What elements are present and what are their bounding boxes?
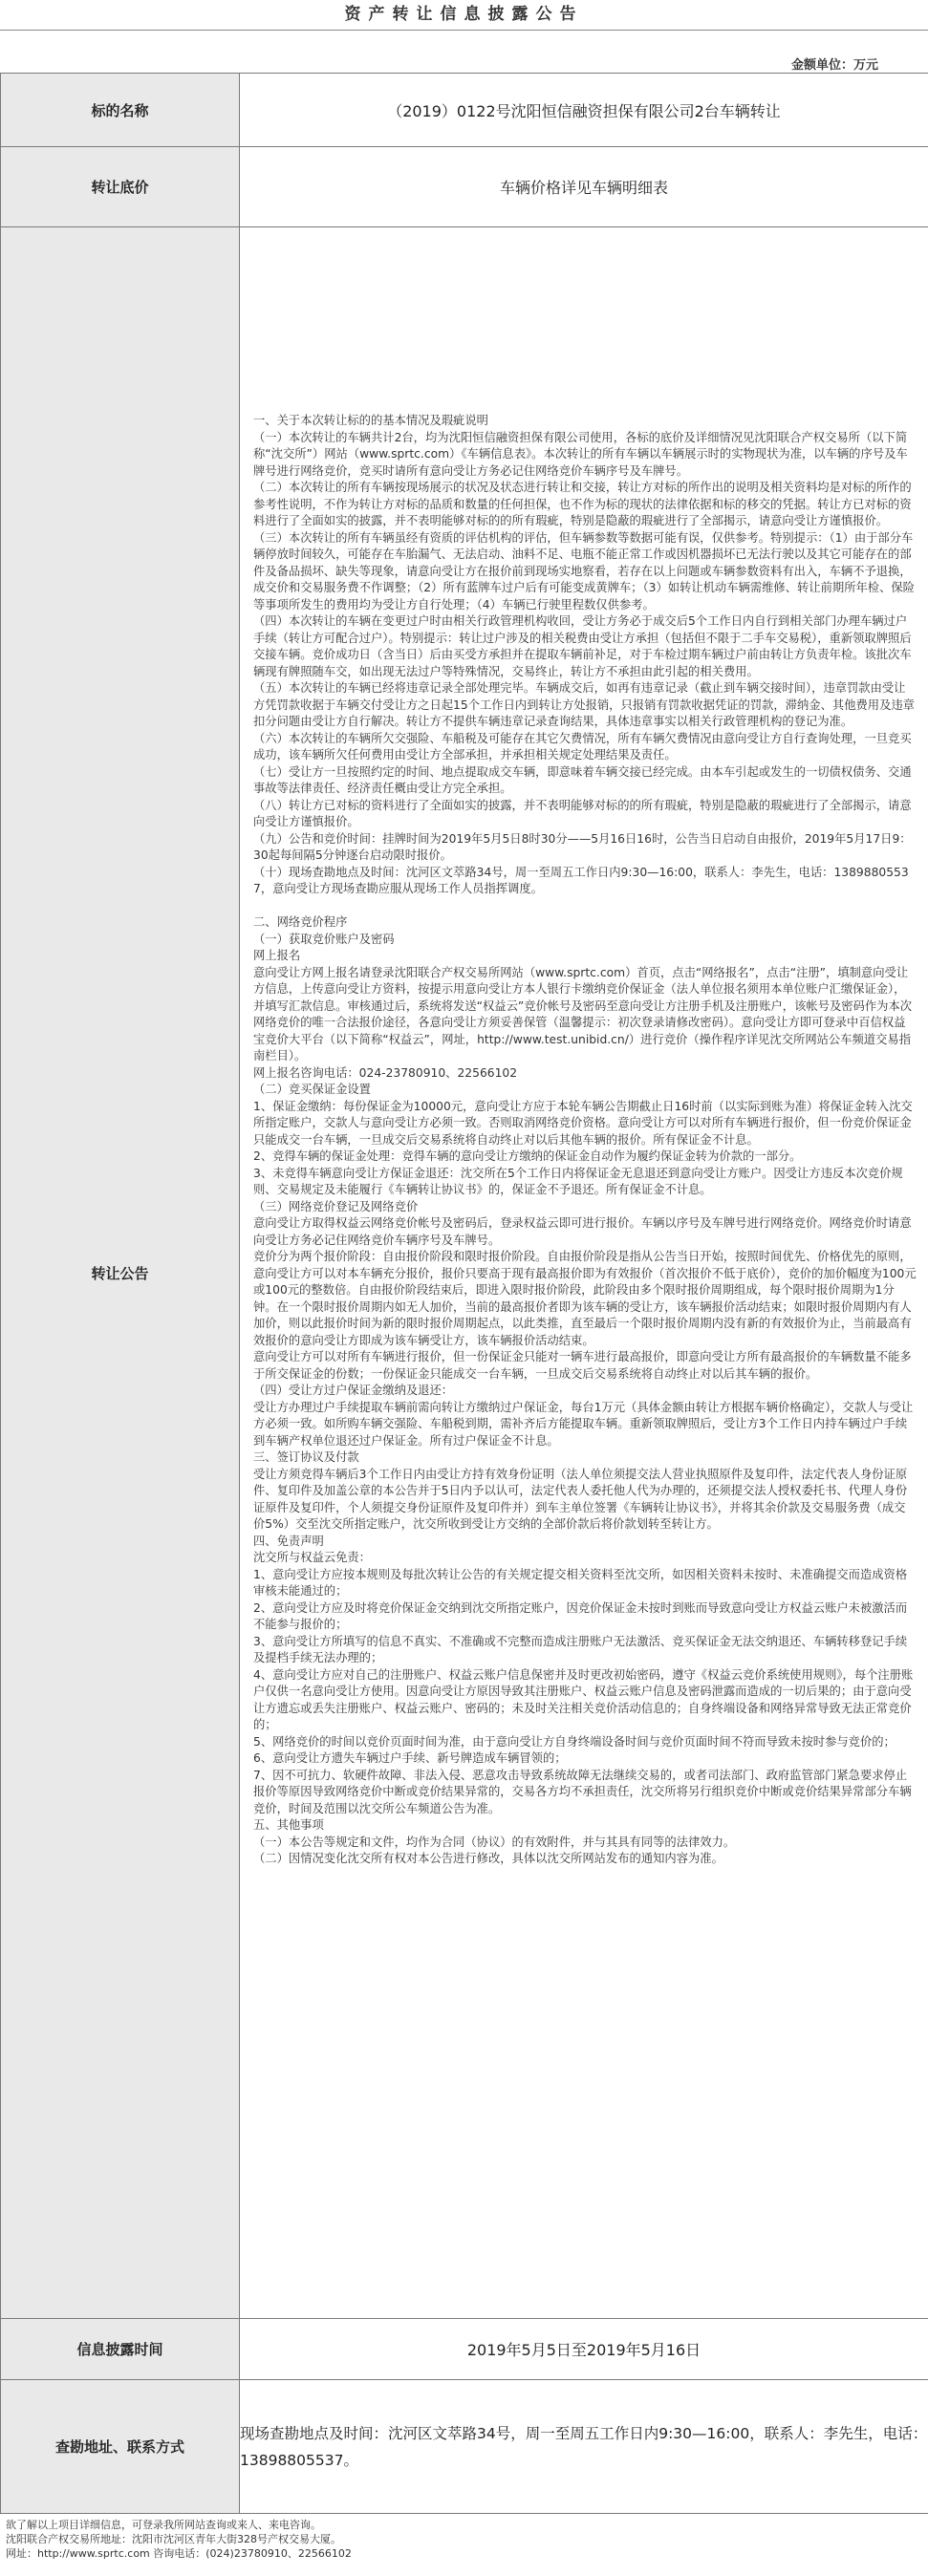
notice-body bbox=[240, 403, 928, 1878]
notice-paragraph: （三）网络竞价登记及网络竞价 bbox=[253, 1199, 419, 1213]
price-value: 车辆价格详见车辆明细表 bbox=[240, 147, 928, 227]
notice-paragraph: 1、意向受让方应按本规则及每批次转让公告的有关规定提交相关资料至沈交所，如因相关资料未按时、未准确提交而造成资格审核未能通过的； bbox=[253, 1567, 908, 1598]
notice-paragraph: 3、未竞得车辆意向受让方保证金退还：沈交所在5个工作日内将保证金无息退还到意向受让方账户。因受让方违反本次竞价规则、交易规定及未能履行《车辆转让协议书》的，保证金不予退还。所有保证金不计息。 bbox=[253, 1166, 903, 1196]
notice-paragraph: 四、免责声明 bbox=[253, 1534, 324, 1548]
subject-value: （2019）0122号沈阳恒信融资担保有限公司2台车辆转让 bbox=[240, 74, 928, 147]
notice-cell bbox=[240, 227, 928, 2319]
notice-paragraph: （二）竞买保证金设置 bbox=[253, 1083, 371, 1096]
notice-label: 转让公告 bbox=[1, 227, 240, 2319]
notice-paragraph: 网上报名咨询电话：024-23780910、22566102 bbox=[253, 1065, 518, 1080]
notice-paragraph: 沈交所与权益云免责： bbox=[253, 1551, 371, 1564]
period-label: 信息披露时间 bbox=[1, 2319, 240, 2380]
notice-paragraph: 6、意向受让方遗失车辆过户手续、新号牌造成车辆冒领的； bbox=[253, 1751, 567, 1765]
table-row bbox=[1, 227, 928, 2319]
notice-top-space bbox=[240, 227, 928, 403]
notice-paragraph: （五）本次转让的车辆已经将违章记录全部处理完毕。车辆成交后，如再有违章记录（截止到车辆交接时间），违章罚款由受让方凭罚款收据于车辆交付受让方之日起15个工作日内到转让方处报销，只报销有罚款收据凭证的罚款，滞纳金、其他费用及违章扣分问题由受让方自行解决。转让方不提供车辆违章记录查询结果，具体违章事实以相关行政管理机构的登记为准。 bbox=[253, 681, 915, 728]
page-title: 资产转让信息披露公告 bbox=[344, 5, 584, 24]
title-divider bbox=[0, 30, 928, 31]
notice-paragraph: （七）受让方一旦按照约定的时间、地点提取成交车辆，即意味着车辆交接已经完成。由本车引起或发生的一切债权债务、交通事故等法律责任、经济责任概由受让方完全承担。 bbox=[253, 764, 912, 795]
notice-paragraph: （二）因情况变化沈交所有权对本公告进行修改，具体以沈交所网站发布的通知内容为准。 bbox=[253, 1852, 723, 1865]
notice-paragraph: （八）转让方已对标的资料进行了全面如实的披露，并不表明能够对标的的所有瑕疵，特别是隐蔽的瑕疵进行了全部揭示，请意向受让方谨慎报价。 bbox=[253, 798, 912, 828]
notice-paragraph: （一）获取竞价账户及密码 bbox=[253, 932, 395, 946]
notice-paragraph: （二）本次转让的所有车辆按现场展示的状况及状态进行转让和交接，转让方对标的所作出的说明及相关资料均是对标的所作的参考性说明，不作为转让方对标的品质和数量的任何担保，也不作为标的现状的法律依据和标的移交的凭据。转让方已对标的资料进行了全面如实的披露，并不表明能够对标的的所有瑕疵，特别是隐蔽的瑕疵进行了全部揭示，请意向受让方谨慎报价。 bbox=[253, 481, 912, 527]
subject-label: 标的名称 bbox=[1, 74, 240, 147]
notice-paragraph: 1、保证金缴纳：每份保证金为10000元，意向受让方应于本轮车辆公告期截止日16时前（以实际到账为准）将保证金转入沈交所指定账户，交款人与意向受让方必须一致。否则取消网络竞价资格。意向受让方可以对所有车辆进行报价，但一份竞价保证金只能成交一台车辆，一旦成交后交易系统将自动终止对以后其他车辆的报价。所有保证金不计息。 bbox=[253, 1099, 913, 1147]
notice-paragraph: 意向受让方可以对所有车辆进行报价，但一份保证金只能对一辆车进行最高报价，即意向受让方所有最高报价的车辆数量不能多于所交保证金的份数；一份保证金只能成交一台车辆，一旦成交后交易系统将自动终止对以后其车辆的报价。 bbox=[253, 1350, 912, 1381]
notice-paragraph: （十）现场查勘地点及时间：沈河区文萃路34号，周一至周五工作日内9:30—16:00，联系人：李先生，电话：13898805537，意向受让方现场查勘应服从现场工作人员指挥调度。 bbox=[253, 865, 909, 895]
notice-paragraph: 意向受让方网上报名请登录沈阳联合产权交易所网站（www.sprtc.com）首页，点击“网络报名”，点击“注册”，填制意向受让方信息，上传意向受让方资料，按提示用意向受让方本人银行卡缴纳竞价保证金（法人单位报名须用本单位账户汇缴保证金），并填写汇款信息。审核通过后，系统将发送“权益云”竞价帐号及密码至意向受让方注册手机及注册账户，该帐号及密码作为本次网络竞价的唯一合法报价途径，各意向受让方须妥善保管（温馨提示：初次登录请修改密码）。意向受让方即可登录中百信权益宝竞价大平台（以下简称“权益云”，网址，http://www.test.unibid.cn/）进行竞价（操作程序详见沈交所网站公车频道交易指南栏目）。 bbox=[253, 965, 913, 1063]
notice-paragraph: （一）本次转让的车辆共计2台，均为沈阳恒信融资担保有限公司使用，各标的底价及详细情况见沈阳联合产权交易所（以下简称“沈交所”）网站（www.sprtc.com）《车辆信息表》。本次转让的所有车辆以车辆展示时的实物现状为准，以车辆的序号及车牌号进行网络竞价，竞买时请所有意向受让方务必记住网络竞价车辆序号及车牌号。 bbox=[253, 430, 908, 478]
footer-website-phone: 网址：http://www.sprtc.com 咨询电话：(024)23780910、22566102 bbox=[6, 2547, 352, 2560]
notice-paragraph: 5、网络竞价的时间以竞价页面时间为准，由于意向受让方自身终端设备时间与竞价页面时间不符而导致未按时参与竞价的； bbox=[253, 1734, 896, 1749]
notice-paragraph: 7、因不可抗力、软硬件故障、非法入侵、恶意攻击导致系统故障无法继续交易的，或者司法部门、政府监管部门紧急要求停止报价等原因导致网络竞价中断或竞价结果异常的，交易各方均不承担责任，沈交所将另行组织竞价中断或竞价结果异常部分车辆竞价，时间及范围以沈交所公车频道公告为准。 bbox=[253, 1768, 912, 1815]
notice-paragraph: （九）公告和竞价时间：挂牌时间为2019年5月5日8时30分——5月16日16时，公告当日启动自由报价，2019年5月17日9：30起每间隔5分钟逐台启动限时报价。 bbox=[253, 831, 912, 862]
notice-paragraph: 4、意向受让方应对自己的注册账户、权益云账户信息保密并及时更改初始密码，遵守《权益云竞价系统使用规则》，每个注册账户仅供一名意向受让方使用。因意向受让方原因导致其注册账户、权益云账户信息及密码泄露而造成的一切后果的；由于意向受让方遗忘或丢失注册账户、权益云账户、密码的；未及时关注相关竞价活动信息的；自身终端设备和网络异常导致无法正常竞价的； bbox=[253, 1667, 914, 1731]
table-row bbox=[1, 2319, 928, 2380]
amount-unit: 金额单位：万元 bbox=[790, 58, 878, 73]
notice-paragraph bbox=[253, 898, 917, 915]
contact-value: 现场查勘地点及时间：沈河区文萃路34号，周一至周五工作日内9:30—16:00，联系人：李先生，电话：13898805537。 bbox=[240, 2380, 928, 2514]
notice-paragraph: 意向受让方取得权益云网络竞价帐号及密码后，登录权益云即可进行报价。车辆以序号及车牌号进行网络竞价。网络竞价时请意向受让方务必记住网络竞价车辆序号及车牌号。 bbox=[253, 1216, 912, 1247]
period-value: 2019年5月5日至2019年5月16日 bbox=[240, 2319, 928, 2380]
notice-paragraph: 2、竞得车辆的保证金处理：竞得车辆的意向受让方缴纳的保证金自动作为履约保证金转为价款的一部分。 bbox=[253, 1149, 802, 1163]
price-label: 转让底价 bbox=[1, 147, 240, 227]
disclosure-table bbox=[0, 73, 928, 2514]
notice-paragraph: （一）本公告等规定和文件，均作为合同（协议）的有效附件，并与其具有同等的法律效力。 bbox=[253, 1835, 736, 1849]
contact-label: 查勘地址、联系方式 bbox=[1, 2380, 240, 2514]
notice-paragraph: 竞价分为两个报价阶段：自由报价阶段和限时报价阶段。自由报价阶段是指从公告当日开始，按照时间优先、价格优先的原则，意向受让方可以对本车辆充分报价，报价只要高于现有最高报价即为有效报价（首次报价不低于底价），竞价的加价幅度为100元或100元的整数倍。自由报价阶段结束后，即进入限时报价阶段，此阶段由多个限时报价周期组成，每个限时报价周期为1分钟。在一个限时报价周期内如无人加价，当前的最高报价者即为该车辆的受让方，该车辆报价活动结束；如限时报价周期内有人加价，则以此报价时间为新的限时报价周期起点，以此类推，直至最后一个限时报价周期内没有新的有效报价为止，当前最高有效报价的意向受让方即成为该车辆受让方，该车辆报价活动结束。 bbox=[253, 1250, 917, 1347]
notice-paragraph: 五、其他事项 bbox=[253, 1818, 324, 1832]
notice-paragraph: （三）本次转让的所有车辆虽经有资质的评估机构的评估，但车辆参数等数据可能有误，仅供参考。特别提示：（1）由于部分车辆停放时间较久，可能存在车胎漏气、无法启动、油料不足、电瓶不能正常工作或因机器损坏已无法行驶以及其它可能存在的部件及备品损坏、缺失等现象，请意向受让方在报价前到现场实地察看，若存在以上问题或车辆参数资料有出入，车辆不予退换，成交价和交易服务费不作调整；（2）所有蓝牌车过户后有可能变成黄牌车；（3）如转让机动车辆需维修、转让前期所年检、保险等事项所发生的费用均为受让方自行处理；（4）车辆已行驶里程数仅供参考。 bbox=[253, 530, 915, 612]
notice-paragraph: 网上报名 bbox=[253, 949, 301, 962]
footer-address: 沈阳联合产权交易所地址：沈阳市沈河区青年大街328号产权交易大厦。 bbox=[6, 2533, 341, 2545]
table-row bbox=[1, 147, 928, 227]
notice-paragraph: （四）受让方过户保证金缴纳及退还： bbox=[253, 1384, 454, 1397]
notice-paragraph: （六）本次转让的车辆所欠交强险、车船税及可能存在其它欠费情况，所有车辆欠费情况由意向受让方自行查询处理，一旦竞买成功，该车辆所欠任何费用由受让方全部承担，并承担相关规定处理结果及责任。 bbox=[253, 731, 912, 762]
notice-paragraph: 一、关于本次转让标的的基本情况及瑕疵说明 bbox=[253, 414, 488, 427]
table-row bbox=[1, 2380, 928, 2514]
table-row bbox=[1, 74, 928, 147]
notice-paragraph: 三、签订协议及付款 bbox=[253, 1450, 359, 1464]
notice-paragraph: 受让方须竞得车辆后3个工作日内由受让方持有效身份证明（法人单位须提交法人营业执照原件及复印件，法定代表人身份证原件、复印件及加盖公章的本公告并于5日内予以认可，法定代表人委托他人代为办理的，还须提交法人授权委托书、代理人身份证原件及复印件，个人须提交身份证原件及复印件并）到车主单位签署《车辆转让协议书》，并将其余价款及交易服务费（成交价5%）交至沈交所指定账户，沈交所收到受让方交纳的全部价款后将价款划转至转让方。 bbox=[253, 1467, 908, 1531]
notice-paragraph: 二、网络竞价程序 bbox=[253, 915, 348, 929]
notice-paragraph: 受让方办理过户手续提取车辆前需向转让方缴纳过户保证金，每台1万元（具体金额由转让方根据车辆价格确定），交款人与受让方必须一致。如所购车辆交强险、车船税到期，需补齐后方能提取车辆。重新领取牌照后，受让方3个工作日内持车辆过户手续到车辆产权单位退还过户保证金。所有过户保证金不计息。 bbox=[253, 1400, 914, 1448]
footer-note: 欲了解以上项目详细信息，可登录我所网站查询或来人、来电咨询。 bbox=[6, 2519, 321, 2531]
notice-paragraph: （四）本次转让的车辆在变更过户时由相关行政管理机构收回，受让方务必于成交后5个工作日内自行到相关部门办理车辆过户手续（转让方可配合过户）。特别提示：转让过户涉及的相关税费由受让方承担（包括但不限于二手车交易税），重新领取牌照后交接车辆。竞价成功日（含当日）后由买受方承担并在提取车辆前补足，对于车检过期车辆过户前由转让方负责年检。该批次车辆现有牌照随车交，如出现无法过户等特殊情况，交易终止，转让方不承担由此引起的相关费用。 bbox=[253, 614, 912, 678]
notice-paragraph: 2、意向受让方应及时将竞价保证金交纳到沈交所指定账户，因竞价保证金未按时到账而导致意向受让方权益云账户未被激活而不能参与报价的； bbox=[253, 1600, 908, 1631]
notice-paragraph: 3、意向受让方所填写的信息不真实、不准确或不完整而造成注册账户无法激活、竞买保证金无法交纳退还、车辆转移登记手续及提档手续无法办理的； bbox=[253, 1634, 908, 1664]
footer bbox=[6, 2518, 923, 2561]
